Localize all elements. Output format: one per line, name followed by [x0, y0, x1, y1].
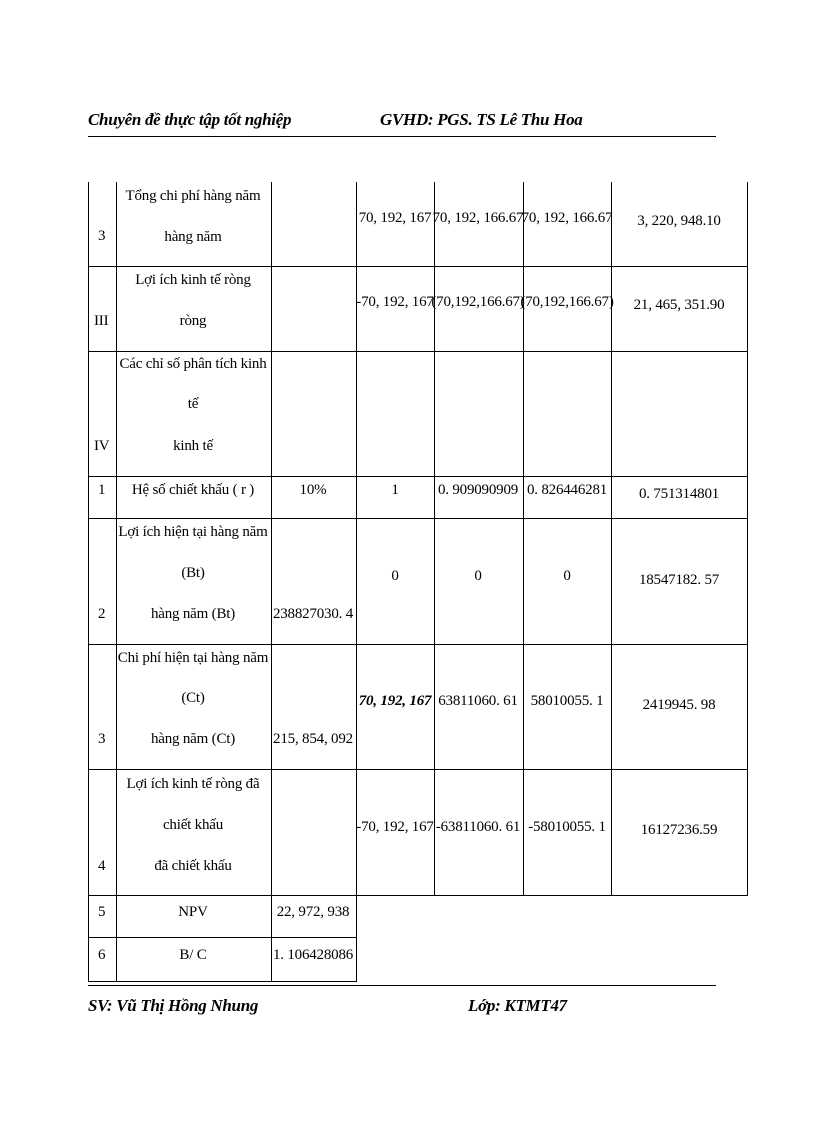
row-label: Các chỉ số phân tích kinh: [119, 356, 267, 372]
year2-value: 0. 909090909: [437, 482, 519, 498]
year2-value: 0: [474, 568, 482, 584]
row-label: ròng: [179, 313, 207, 329]
year3-value: (70,192,166.67): [520, 294, 614, 310]
year1-value: 1: [391, 482, 399, 498]
year3-value: 0. 826446281: [526, 482, 608, 498]
row-number: 6: [98, 947, 106, 963]
table-divider: [523, 182, 524, 896]
row-label: hàng năm (Ct): [150, 731, 236, 747]
row-label: Lợi ích hiện tại hàng năm: [118, 524, 268, 540]
row-number: 4: [98, 858, 106, 874]
year2-value: (70,192,166.67): [431, 294, 525, 310]
row-number: 3: [98, 731, 106, 747]
page-header: [88, 106, 716, 137]
base-value: 215, 854, 092: [273, 731, 353, 747]
year1-value: 0: [391, 568, 399, 584]
row-label: (Bt): [181, 565, 205, 581]
year1-value: 70, 192, 167: [358, 693, 432, 709]
row-label: đã chiết khấu: [154, 858, 232, 874]
table-border-bottom: [88, 981, 356, 982]
table-divider: [271, 182, 272, 982]
bc-ratio-value: 1. 106428086: [272, 947, 354, 963]
row-label: Lợi ích kinh tế ròng đã: [126, 776, 260, 792]
header-advisor: GVHD: PGS. TS Lê Thu Hoa: [380, 110, 583, 129]
npv-value: 22, 972, 938: [276, 904, 350, 920]
year1-value: -70, 192, 167: [356, 294, 434, 310]
year2-value: 63811060. 61: [438, 693, 518, 709]
row-label: B/ C: [179, 947, 207, 963]
row-separator: [88, 937, 356, 938]
total-value: 2419945. 98: [642, 697, 716, 713]
table-divider: [611, 182, 612, 896]
row-separator: [88, 769, 747, 770]
year3-value: 70, 192, 166.67: [521, 210, 613, 226]
table-border-right: [747, 182, 748, 896]
row-number: 5: [98, 904, 106, 920]
row-separator: [88, 518, 747, 519]
base-value: 10%: [299, 482, 327, 498]
total-value: 21, 465, 351.90: [633, 297, 725, 313]
page-footer: [88, 985, 716, 1026]
year2-value: -63811060. 61: [435, 819, 521, 835]
year3-value: 58010055. 1: [530, 693, 604, 709]
footer-student: SV: Vũ Thị Hồng Nhung: [88, 996, 259, 1015]
row-label: NPV: [178, 904, 208, 920]
table-divider: [434, 182, 435, 896]
row-number: IV: [94, 438, 110, 454]
row-separator: [88, 895, 747, 896]
year3-value: 0: [563, 568, 571, 584]
year1-value: 70, 192, 167: [358, 210, 432, 226]
row-separator: [88, 476, 747, 477]
row-label: chiết khấu: [162, 817, 224, 833]
row-label: Lợi ích kinh tế ròng: [135, 272, 251, 288]
year3-value: -58010055. 1: [528, 819, 606, 835]
total-value: 3, 220, 948.10: [637, 213, 721, 229]
base-value: 238827030. 4: [272, 606, 354, 622]
row-label: kinh tế: [173, 438, 213, 454]
row-label: Chi phí hiện tại hàng năm: [117, 650, 269, 666]
row-number: 3: [98, 228, 106, 244]
row-label: (Ct): [181, 690, 205, 706]
header-title: Chuyên đề thực tập tốt nghiệp: [88, 110, 292, 129]
year1-value: -70, 192, 167: [356, 819, 434, 835]
row-number: 2: [98, 606, 106, 622]
total-value: 0. 751314801: [638, 486, 720, 502]
row-separator: [88, 266, 747, 267]
total-value: 18547182. 57: [638, 572, 720, 588]
table-border-left: [88, 182, 89, 982]
row-number: 1: [98, 482, 106, 498]
year2-value: 70, 192, 166.67: [432, 210, 524, 226]
total-value: 16127236.59: [640, 822, 718, 838]
row-label: hàng năm: [164, 229, 222, 245]
row-label: Tổng chi phí hàng năm: [125, 188, 261, 204]
row-number: III: [94, 313, 109, 329]
row-separator: [88, 351, 747, 352]
footer-class: Lớp: KTMT47: [468, 996, 567, 1015]
table-divider: [116, 182, 117, 982]
row-label: tế: [187, 396, 199, 412]
row-label: Hệ số chiết khấu ( r ): [131, 482, 255, 498]
row-separator: [88, 644, 747, 645]
row-label: hàng năm (Bt): [150, 606, 236, 622]
